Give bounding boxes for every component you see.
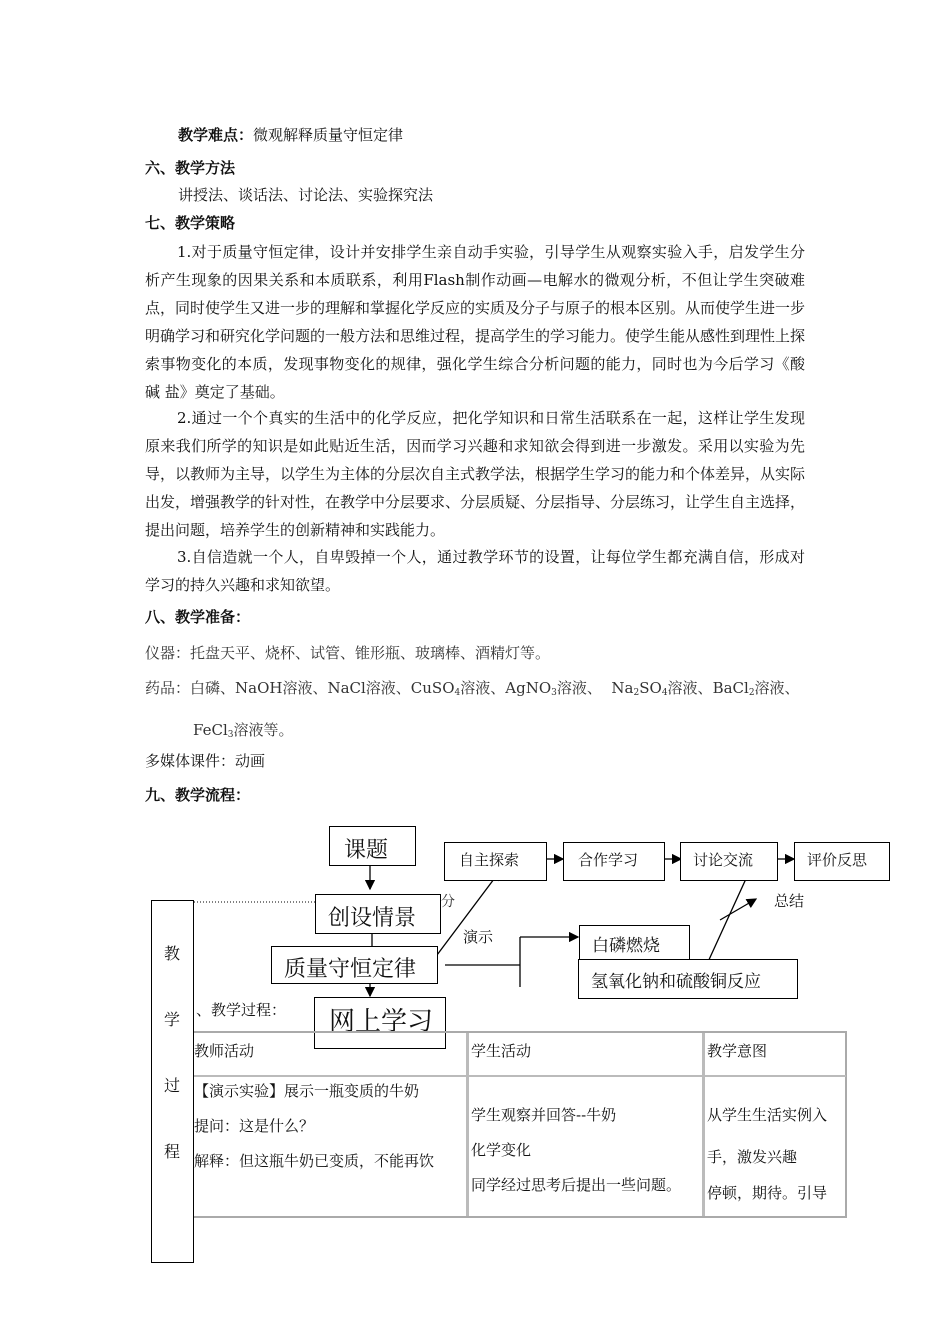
student-cell-line-3: 同学经过思考后提出一些问题。 [471, 1176, 682, 1194]
section7-title: 七、教学策略 [145, 214, 236, 232]
flow-summary-label: 总结 [774, 892, 805, 910]
difficulty-label: 教学难点： [178, 126, 254, 144]
process-char-3: 过 [164, 1076, 181, 1095]
process-heading: 、教学过程： [196, 1001, 287, 1019]
flow-self-explore-box: 自主探索 [444, 842, 547, 881]
table-col-divider-2 [702, 1033, 705, 1216]
table-col-divider-1 [466, 1033, 469, 1216]
flow-reaction-box: 氢氧化钠和硫酸铜反应 [578, 959, 798, 999]
section6-title: 六、教学方法 [145, 159, 236, 177]
teacher-cell-line-3: 解释：但这瓶牛奶已变质，不能再饮 [194, 1152, 435, 1170]
table-header-teacher: 教师活动 [194, 1042, 255, 1060]
multimedia-line: 多媒体课件：动画 [145, 752, 266, 770]
flow-law-box: 质量守恒定律 [271, 946, 438, 984]
section6-text: 讲授法、谈话法、讨论法、实验探究法 [178, 186, 434, 204]
flow-demo-label: 演示 [463, 928, 494, 946]
flow-scene-box: 创设情景 [315, 894, 441, 934]
strategy-paragraph-3: 3.自信造就一个人，自卑毁掉一个人，通过教学环节的设置，让每位学生都充满自信，形成对学习的持久兴趣和求知欲望。 [145, 548, 805, 594]
intent-cell-line-2: 手，激发兴趣 [707, 1148, 798, 1166]
flow-online-box: 网上学习 [314, 997, 446, 1049]
strategy-paragraph-2: 2.通过一个个真实的生活中的化学反应，把化学知识和日常生活联系在一起，这样让学生发现原来我们所学的知识是如此贴近生活，因而学习兴趣和求知欲会得到进一步激发。采用以实验为先导，以教师为主导，以学生为主体的分层次自主式教学法，根据学生学习的能力和个体差异，从实际出发，增强教学的针对性，在教学中分层要求、分层质疑、分层指导、分层练习，让学生自主选择，提出问题，培养学生的创新精神和实践能力。 [145, 409, 806, 539]
process-char-1: 教 [164, 944, 181, 963]
flow-discuss-box: 讨论交流 [680, 842, 778, 881]
difficulty-text: 微观解释质量守恒定律 [253, 126, 404, 144]
teacher-cell-line-2: 提问：这是什么？ [194, 1117, 315, 1135]
na2so4: $Na_2SO_4$溶液、 [611, 679, 713, 698]
process-char-2: 学 [164, 1010, 181, 1029]
process-char-4: 程 [164, 1142, 181, 1161]
flow-topic-box: 课题 [329, 826, 416, 866]
bacl2: BaCl$_2$溶液、 [712, 679, 800, 698]
arrow-summary [720, 899, 756, 920]
flow-evaluate-box: 评价反思 [794, 842, 890, 881]
intent-cell-line-1: 从学生生活实例入 [707, 1106, 828, 1124]
drugs-prefix: 药品：白磷、NaOH溶液、NaCl溶液、 [145, 679, 411, 697]
fecl3-line: FeCl$_3$溶液等。 [193, 721, 294, 740]
table-header-student: 学生活动 [471, 1042, 532, 1060]
section9-title: 九、教学流程： [145, 786, 251, 804]
student-cell-line-1: 学生观察并回答--牛奶 [471, 1106, 617, 1124]
cuso4: CuSO$_4$溶液、 [410, 679, 506, 698]
agno3: AgNO$_3$溶液、 [505, 679, 602, 698]
section8-title: 八、教学准备： [145, 608, 251, 626]
strategy-paragraph-1: 1.对于质量守恒定律，设计并安排学生亲自动手实验，引导学生从观察实验入手，启发学生分析产生现象的因果关系和本质联系，利用Flash制作动画—电解水的微观分析，不但让学生突破难点，同时使学生又进一步的理解和掌握化学反应的实质及分子与原子的根本区别。从而使学生进一步明确学习和研究化学问题的一般方法和思维过程，提高学生的学习能力。使学生能从感性到理性上探索事物变化的本质，发现事物变化的规律，强化学生综合分析问题的能力，同时也为今后学习《酸 碱 盐》奠定了基础。 [145, 243, 806, 401]
flow-cooperate-box: 合作学习 [563, 842, 665, 881]
teacher-cell-line-1: 【演示实验】展示一瓶变质的牛奶 [194, 1082, 420, 1100]
instruments-line: 仪器：托盘天平、烧杯、试管、锥形瓶、玻璃棒、酒精灯等。 [145, 644, 551, 662]
table-header-intent: 教学意图 [707, 1042, 768, 1060]
flow-fen-label: 分 [441, 894, 455, 910]
student-cell-line-2: 化学变化 [471, 1141, 532, 1159]
flow-phosphorus-box: 白磷燃烧 [579, 925, 690, 961]
intent-cell-line-3: 停顿，期待。引导 [707, 1184, 828, 1202]
process-label-box [151, 900, 194, 1263]
